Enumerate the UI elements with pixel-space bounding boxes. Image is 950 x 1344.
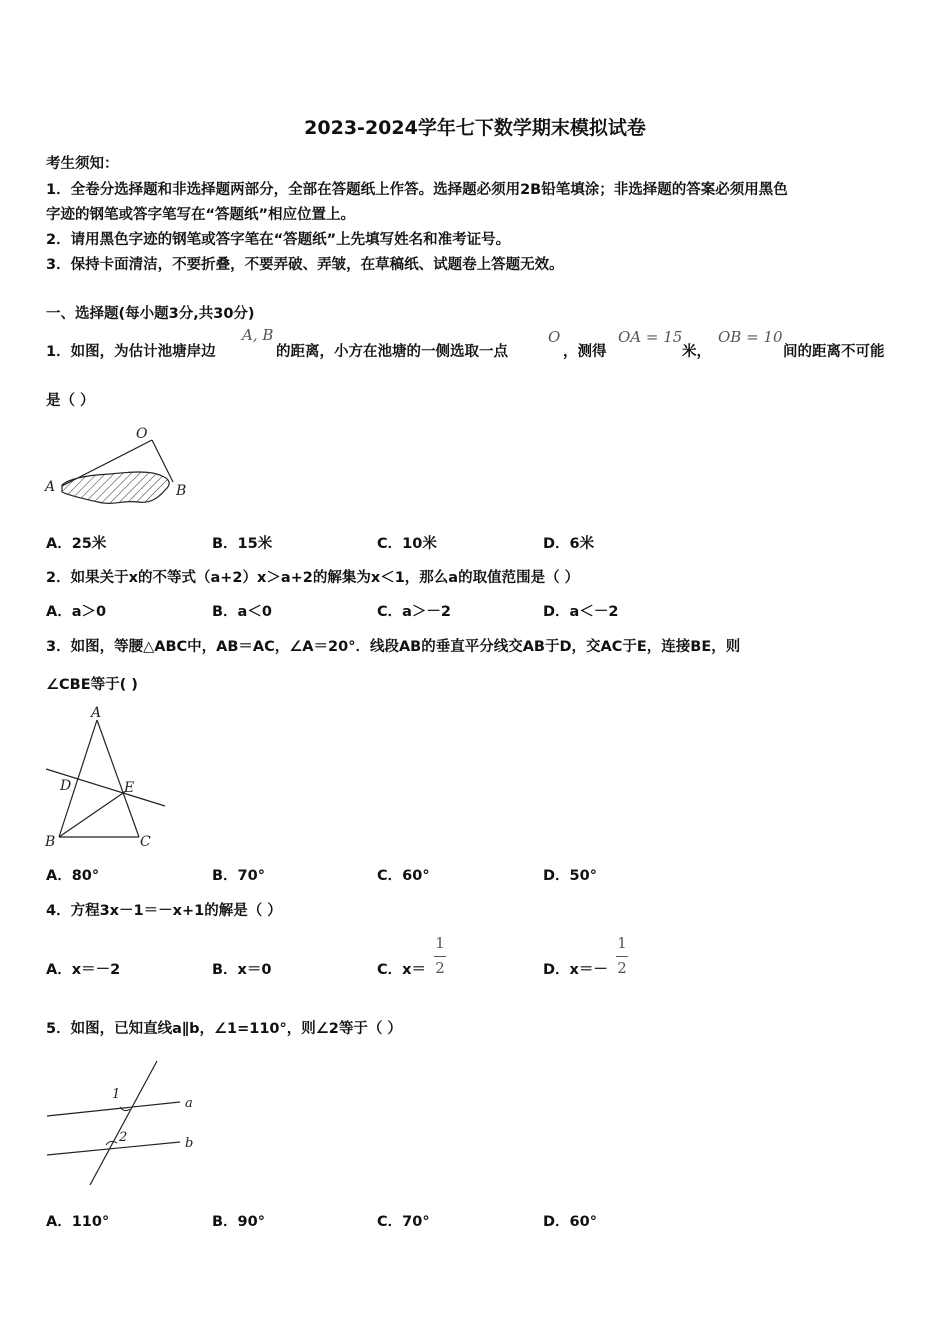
label-a: A bbox=[45, 479, 56, 495]
q5-option-c[interactable]: C．70° bbox=[377, 1214, 430, 1230]
label-d: D bbox=[60, 778, 72, 794]
q2-option-a[interactable]: A．a＞0 bbox=[46, 604, 107, 620]
q4-option-b[interactable]: B．x＝0 bbox=[212, 962, 272, 978]
transversal bbox=[90, 1061, 157, 1185]
q3-option-a[interactable]: A．80° bbox=[46, 868, 100, 884]
q1-option-c[interactable]: C．10米 bbox=[377, 536, 437, 552]
label-b: B bbox=[176, 483, 187, 499]
notice-line-1: 1．全卷分选择题和非选择题两部分，全部在答题纸上作答。选择题必须用2B铅笔填涂；非选择题的答案必须用黑色 bbox=[46, 182, 788, 198]
label-o: O bbox=[136, 426, 148, 442]
q4-d-frac-denominator: 2 bbox=[617, 959, 627, 977]
notice-line-2: 字迹的钢笔或答字笔写在“答题纸”相应位置上。 bbox=[46, 207, 356, 223]
q4-text: 4．方程3x－1＝－x+1的解是（ ） bbox=[46, 903, 282, 919]
label-2: 2 bbox=[119, 1130, 128, 1145]
q1-text-line2: 是（ ） bbox=[46, 393, 95, 409]
q1-text-part1: 1．如图，为估计池塘岸边 bbox=[46, 344, 216, 360]
q4-option-c[interactable]: C．x＝ bbox=[377, 962, 426, 978]
label-c: C bbox=[140, 834, 151, 850]
section-heading: 一、选择题(每小题3分,共30分) bbox=[46, 306, 255, 322]
q3-figure bbox=[40, 700, 180, 852]
notice-line-3: 2．请用黑色字迹的钢笔或答字笔在“答题纸”上先填写姓名和准考证号。 bbox=[46, 232, 511, 248]
line-b bbox=[47, 1142, 180, 1155]
q1-text-part5: 间的距离不可能 bbox=[783, 344, 885, 360]
q5-figure bbox=[40, 1055, 210, 1165]
segment-be bbox=[59, 791, 126, 837]
q1-math-oa: OA = 15 bbox=[618, 328, 683, 346]
q1-figure bbox=[40, 420, 200, 520]
q4-c-frac-bar bbox=[434, 956, 446, 957]
q4-option-d[interactable]: D．x＝－ bbox=[543, 962, 608, 978]
q2-option-d[interactable]: D．a＜－2 bbox=[543, 604, 619, 620]
q1-text-part2: 的距离，小方在池塘的一侧选取一点 bbox=[276, 344, 508, 360]
q5-option-d[interactable]: D．60° bbox=[543, 1214, 597, 1230]
q2-option-c[interactable]: C．a＞－2 bbox=[377, 604, 452, 620]
label-b: B bbox=[45, 834, 56, 850]
q3-text-line2: ∠CBE等于( ) bbox=[46, 677, 138, 693]
q3-option-b[interactable]: B．70° bbox=[212, 868, 265, 884]
notice-heading: 考生须知： bbox=[46, 156, 119, 172]
label-e: E bbox=[124, 780, 135, 796]
q5-option-a[interactable]: A．110° bbox=[46, 1214, 110, 1230]
page-title: 2023-2024学年七下数学期末模拟试卷 bbox=[304, 117, 646, 139]
q1-text-part4: 米， bbox=[682, 344, 711, 360]
q2-option-b[interactable]: B．a＜0 bbox=[212, 604, 272, 620]
label-a: a bbox=[185, 1096, 193, 1111]
side-ac bbox=[97, 720, 139, 837]
label-a: A bbox=[91, 705, 102, 721]
q3-option-c[interactable]: C．60° bbox=[377, 868, 430, 884]
q1-math-o: O bbox=[548, 328, 561, 346]
q4-c-frac-denominator: 2 bbox=[435, 959, 445, 977]
q1-option-d[interactable]: D．6米 bbox=[543, 536, 595, 552]
q2-text: 2．如果关于x的不等式（a+2）x＞a+2的解集为x＜1，那么a的取值范围是（ ） bbox=[46, 570, 580, 586]
q3-option-d[interactable]: D．50° bbox=[543, 868, 597, 884]
q1-text-part3: ，测得 bbox=[563, 344, 607, 360]
q1-option-b[interactable]: B．15米 bbox=[212, 536, 273, 552]
q5-text: 5．如图，已知直线a∥b，∠1=110°，则∠2等于（ ） bbox=[46, 1021, 402, 1037]
q3-text-line1: 3．如图，等腰△ABC中，AB＝AC，∠A＝20°．线段AB的垂直平分线交AB于D，交AC于E，连接BE，则 bbox=[46, 639, 741, 655]
line-a bbox=[47, 1102, 180, 1116]
q1-option-a[interactable]: A．25米 bbox=[46, 536, 107, 552]
q4-d-frac-bar bbox=[616, 956, 628, 957]
q5-option-b[interactable]: B．90° bbox=[212, 1214, 265, 1230]
pond-shape bbox=[62, 472, 169, 503]
q4-d-frac-numerator: 1 bbox=[617, 934, 627, 952]
q1-math-ob: OB = 10 bbox=[718, 328, 783, 346]
label-1: 1 bbox=[112, 1087, 121, 1102]
q4-option-a[interactable]: A．x＝－2 bbox=[46, 962, 121, 978]
notice-line-4: 3．保持卡面清洁，不要折叠，不要弄破、弄皱，在草稿纸、试题卷上答题无效。 bbox=[46, 257, 564, 273]
label-b: b bbox=[185, 1136, 194, 1151]
q1-math-ab: A, B bbox=[242, 326, 274, 344]
q4-c-frac-numerator: 1 bbox=[435, 934, 445, 952]
